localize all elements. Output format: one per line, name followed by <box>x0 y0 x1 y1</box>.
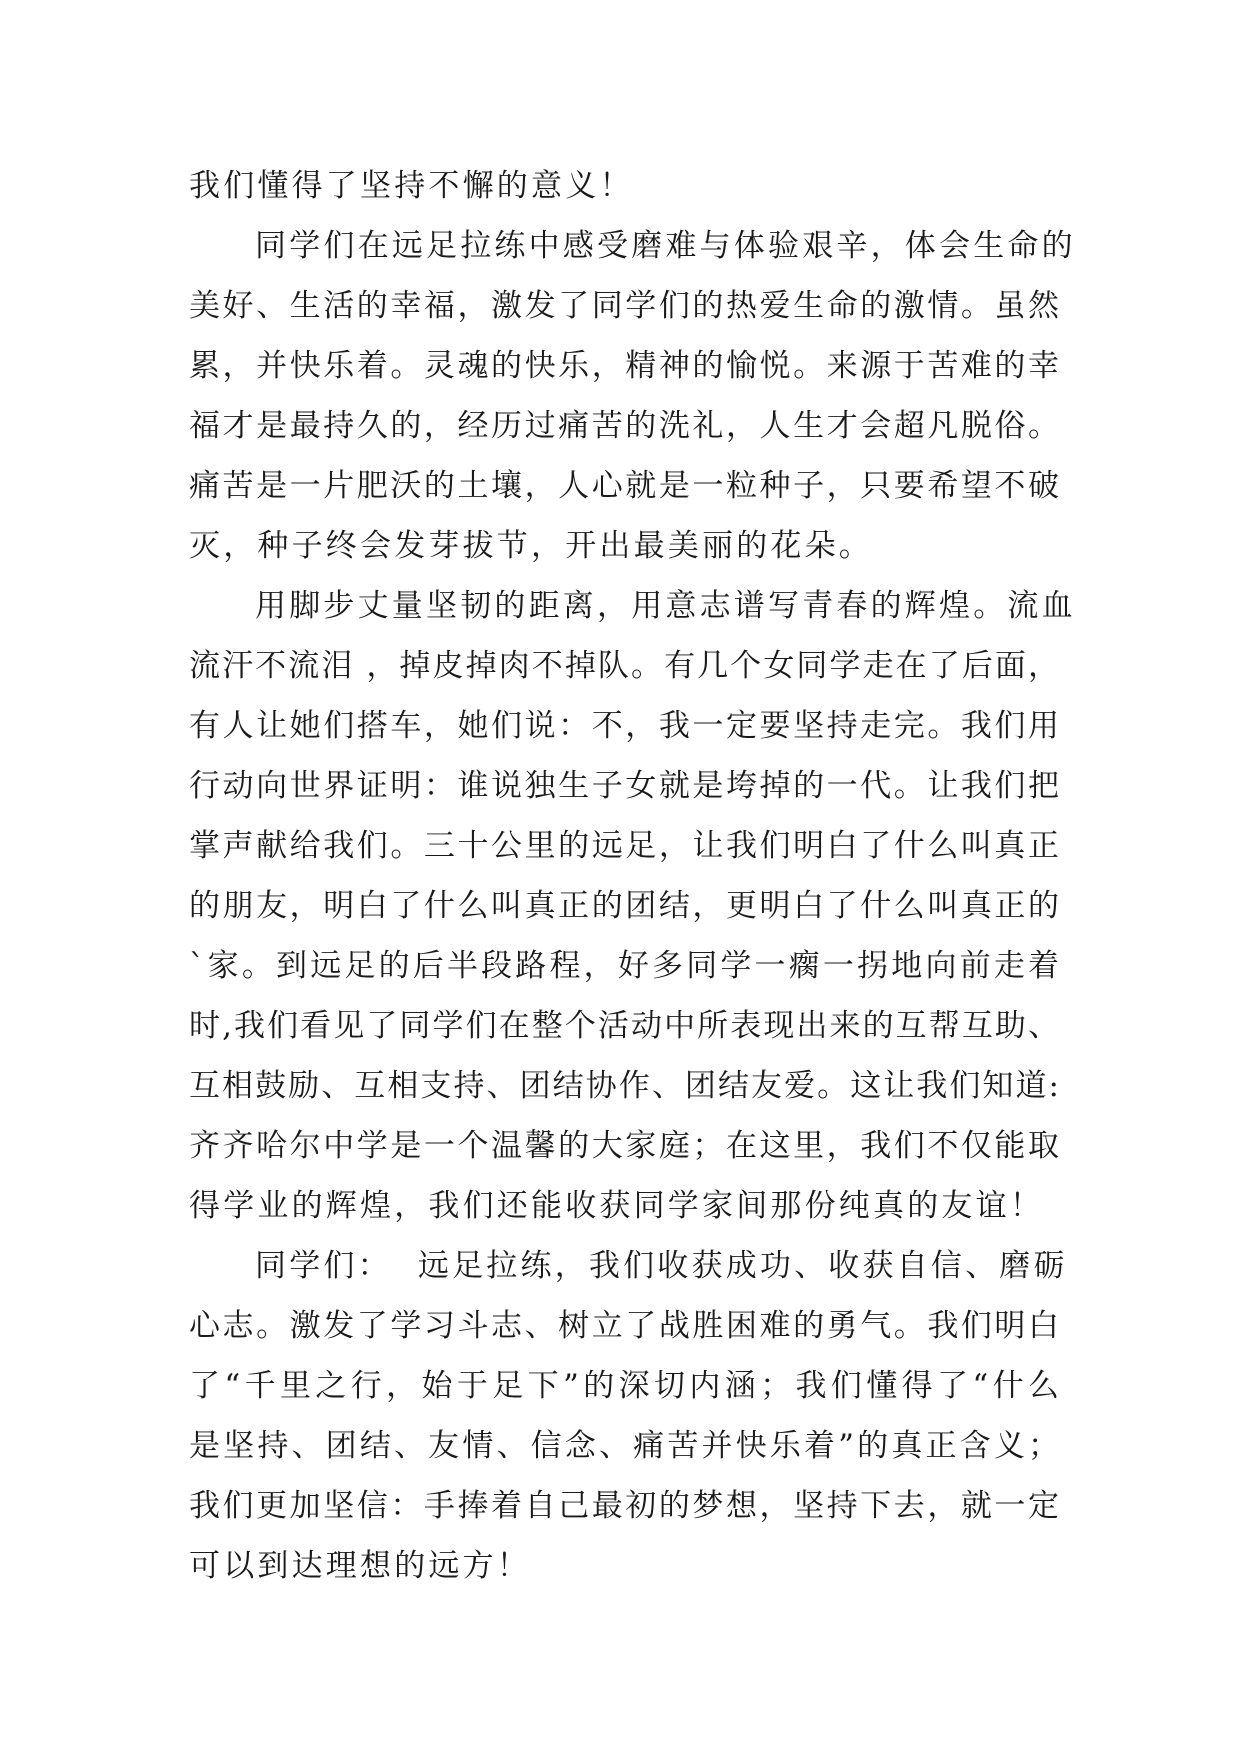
text-line: 的朋友，明白了什么叫真正的团结，更明白了什么叫真正的 <box>189 888 1059 924</box>
text-line: 福才是最持久的，经历过痛苦的洗礼，人生才会超凡脱俗。 <box>189 408 1059 444</box>
text-line: 我们更加坚信：手捧着自己最初的梦想，坚持下去，就一定 <box>189 1488 1059 1524</box>
text-line: 是坚持、团结、友情、信念、痛苦并快乐着”的真正含义； <box>189 1428 1059 1464</box>
text-line: 我们懂得了坚持不懈的意义！ <box>189 168 634 204</box>
text-line: 心志。激发了学习斗志、树立了战胜困难的勇气。我们明白 <box>189 1308 1059 1344</box>
text-line: `家。到远足的后半段路程，好多同学一瘸一拐地向前走着 <box>189 948 1059 984</box>
text-line: 累，并快乐着。灵魂的快乐，精神的愉悦。来源于苦难的幸 <box>189 348 1059 384</box>
text-line: 掌声献给我们。三十公里的远足，让我们明白了什么叫真正 <box>189 828 1059 864</box>
text-line: 美好、生活的幸福，激发了同学们的热爱生命的激情。虽然 <box>189 288 1059 324</box>
paragraph-first-line: 同学们在远足拉练中感受磨难与体验艰辛，体会生命的 <box>255 228 1076 264</box>
text-line: 时,我们看见了同学们在整个活动中所表现出来的互帮互助、 <box>189 1008 1059 1044</box>
text-line: 齐齐哈尔中学是一个温馨的大家庭；在这里，我们不仅能取 <box>189 1128 1059 1164</box>
text-line: 得学业的辉煌，我们还能收获同学家间那份纯真的友谊！ <box>189 1188 1044 1224</box>
body-text <box>189 156 1076 1596</box>
paragraph-first-line: 同学们： 远足拉练，我们收获成功、收获自信、磨砺 <box>255 1248 1068 1284</box>
paragraph-first-line: 用脚步丈量坚韧的距离，用意志谱写青春的辉煌。流血 <box>255 588 1076 624</box>
text-line: 灭，种子终会发芽拔节，开出最美丽的花朵。 <box>189 528 873 564</box>
text-line: 了“千里之行，始于足下”的深切内涵；我们懂得了“什么 <box>189 1368 1059 1404</box>
text-line: 互相鼓励、互相支持、团结协作、团结友爱。这让我们知道: <box>189 1068 1059 1104</box>
text-line: 有人让她们搭车，她们说：不，我一定要坚持走完。我们用 <box>189 708 1059 744</box>
text-line: 可以到达理想的远方！ <box>189 1548 531 1584</box>
text-line: 痛苦是一片肥沃的土壤，人心就是一粒种子，只要希望不破 <box>189 468 1059 504</box>
text-line: 流汗不流泪 ，掉皮掉肉不掉队。有几个女同学走在了后面， <box>189 648 1059 684</box>
text-line: 行动向世界证明：谁说独生子女就是垮掉的一代。让我们把 <box>189 768 1059 804</box>
